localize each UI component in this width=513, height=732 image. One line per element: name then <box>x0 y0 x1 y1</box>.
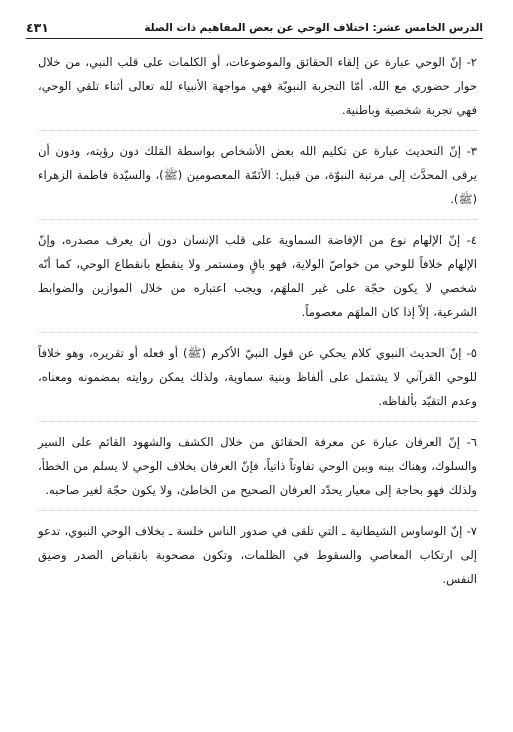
divider <box>38 130 477 131</box>
page-body <box>38 50 477 591</box>
paragraph-2: ٢- إنّ الوحي عبارة عن إلقاء الحقائق والموضوعات، أو الكلمات على قلب النبي، من خلال حوار حضوري مع الله. أمّا التجربة النبويّة فهي مواجهة الأنبياء لله تعالى أثناء تلقي الوحي، فهي تجربة شخصية وباطنية. <box>38 55 477 117</box>
paragraph-4: ٤- إنّ الإلهام نوع من الإفاضة السماوية على قلب الإنسان دون أن يعرف مصدره، وإنّ الإلهام خلافاً للوحي من خواصّ الولاية، فهو باقٍ ومستمر ولا ينقطع بانقطاع الوحي، كما أنّه شخصي لا يكون حجّة على غير الملهَم، ويجب اعتباره من خلال الموازين والضوابط الشرعية، إلاّ إذا كان الملهَم معصوماً. <box>38 233 477 319</box>
paragraph-3: ٣- إنّ التحديث عبارة عن تكليم الله بعض الأشخاص بواسطة المَلك دون رؤيته، ودون أن يرقى المحدَّث إلى مرتبة النبوّة، من قبيل: الأئمّة المعصومين (ﷺ)، والسيّدة فاطمة الزهراء (ﷺ). <box>38 144 477 206</box>
divider <box>38 332 477 333</box>
divider <box>38 510 477 511</box>
divider <box>38 219 477 220</box>
paragraph-6: ٦- إنّ العرفان عبارة عن معرفة الحقائق من خلال الكشف والشهود القائم على السير والسلوك، وهناك بينه وبين الوحي تفاوتاً ذاتياً، فإنّ العرفان بخلاف الوحي لا يسلم من الخطأ، ولذلك فهو بحاجة إلى معيار يحدّد العرفان الصحيح من الخاطئ، ولا يكون حجّة لغير صاحبه. <box>38 435 477 497</box>
running-header <box>26 12 483 39</box>
header-title: الدرس الخامس عشر: اختلاف الوحي عن بعض المفاهيم ذات الصلة <box>144 22 483 34</box>
paragraph-7: ٧- إنّ الوساوس الشيطانية ـ التي تلقى في صدور الناس خلسة ـ بخلاف الوحي النبوي، تدعو إلى ارتكاب المعاصي والسقوط في الظلمات، وتكون مصحوبة بانقباض الصدر وضيق النفس. <box>38 524 477 586</box>
divider <box>38 421 477 422</box>
page-number: ٤٣١ <box>26 20 49 35</box>
paragraph-5: ٥- إنّ الحديث النبوي كلام يحكي عن قول النبيّ الأكرم (ﷺ) أو فعله أو تقريره، وهو خلافاً للوحي القرآني لا يشتمل على ألفاظ وبنية سماوية، ولذلك يمكن روايته بمضمونه ومعناه، وعدم التقيّد بألفاظه. <box>38 346 477 408</box>
